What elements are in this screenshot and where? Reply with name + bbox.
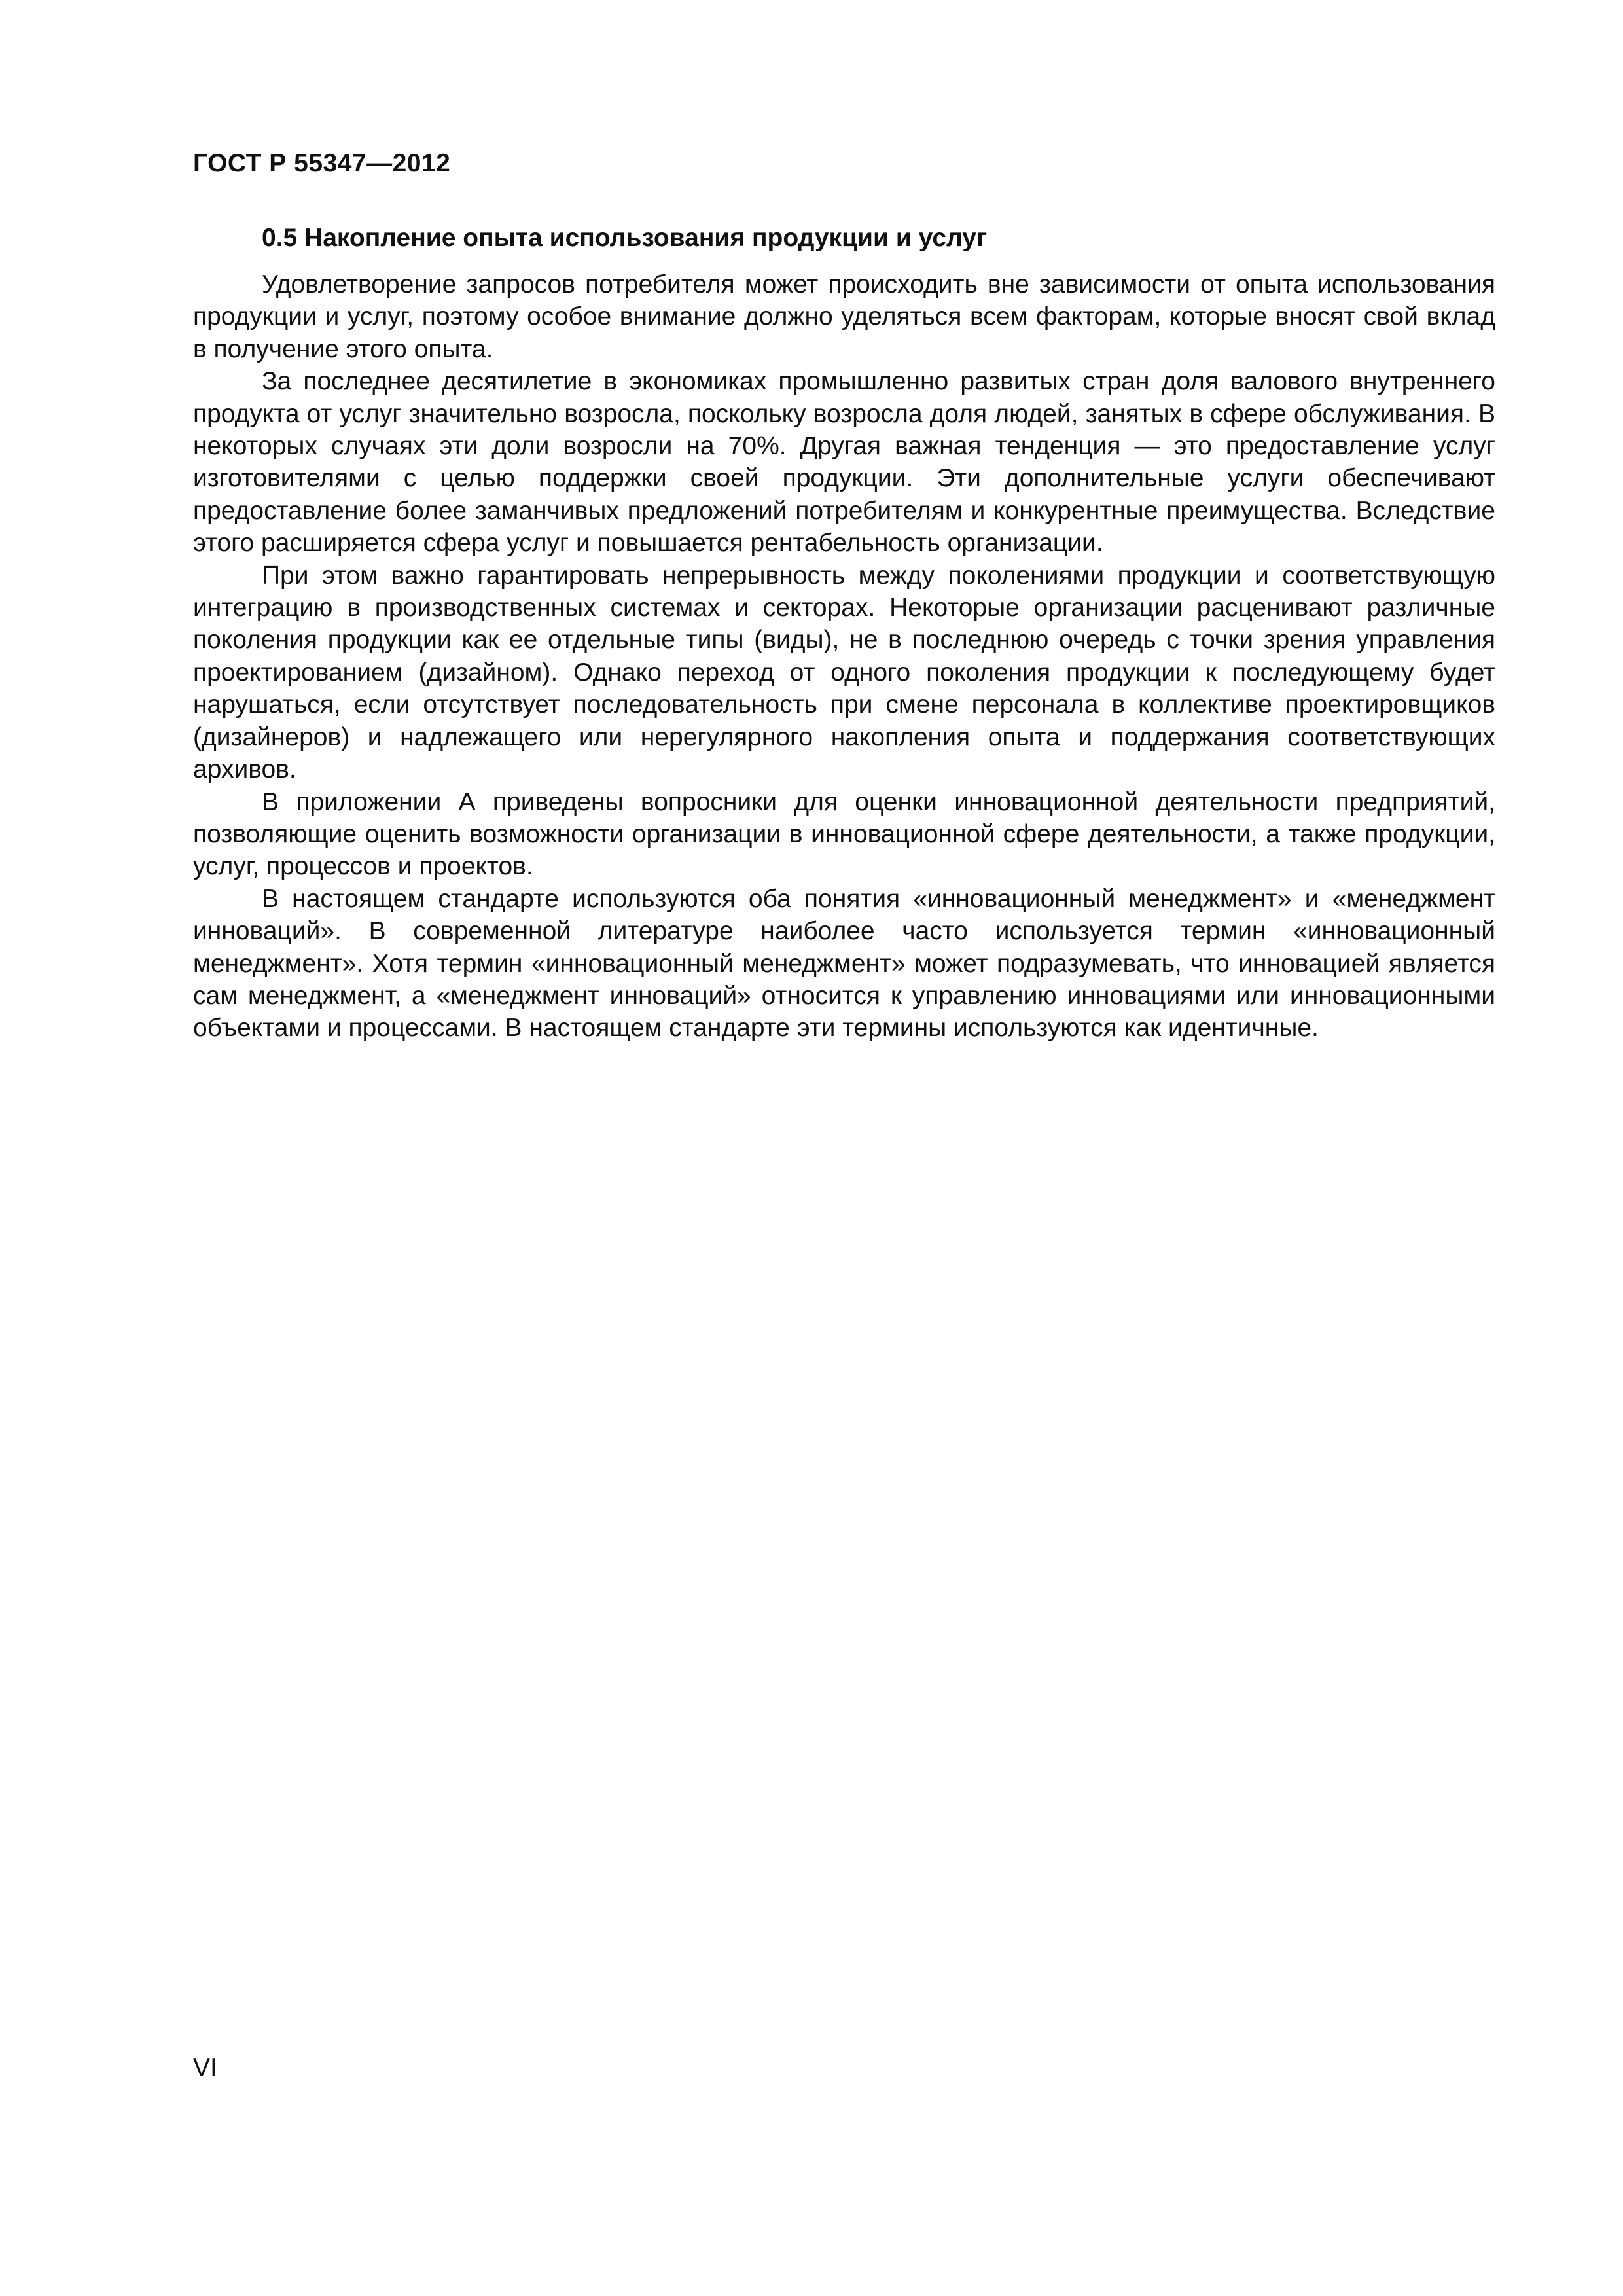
section-body [193,268,1495,1045]
section-title: 0.5 Накопление опыта использования продукции и услуг [262,224,988,252]
paragraph: За последнее десятилетие в экономиках промышленно развитых стран доля валового внутреннего продукта от услуг значительно возросла, поскольку возросла доля людей, занятых в сфере обслуживания. В некоторых случаях эти доли возросли на 70%. Другая важная тенденция — это предоставление услуг изготовителями с целью поддержки своей продукции. Эти дополнительные услуги обеспечивают предоставление более заманчивых предложений потребителям и конкурентные преимущества. Вследствие этого расширяется сфера услуг и повышается рентабельность организации. [193,367,1495,558]
document-header: ГОСТ Р 55347—2012 [193,149,451,177]
page-number: VI [193,2054,217,2082]
paragraph: Удовлетворение запросов потребителя может происходить вне зависимости от опыта использования продукции и услуг, поэтому особое внимание должно уделяться всем факторам, которые вносят свой вклад в получение этого опыта. [193,270,1495,363]
paragraph: При этом важно гарантировать непрерывность между поколениями продукции и соответствующую интеграцию в производственных системах и секторах. Некоторые организации расценивают различные поколения продукции как ее отдельные типы (виды), не в последнюю очередь с точки зрения управления проектированием (дизайном). Однако переход от одного поколения продукции к последующему будет нарушаться, если отсутствует последовательность при смене персонала в коллективе проектировщиков (дизайнеров) и надлежащего или нерегулярного накопления опыта и поддержания соответствующих архивов. [193,561,1495,784]
paragraph: В приложении А приведены вопросники для оценки инновационной деятельности предприятий, позволяющие оценить возможности организации в инновационной сфере деятельности, а также продукции, услуг, процессов и проектов. [193,787,1495,881]
paragraph: В настоящем стандарте используются оба понятия «инновационный менеджмент» и «менеджмент инноваций». В современной литературе наиболее часто используется термин «инновационный менеджмент». Хотя термин «инновационный менеджмент» может подразумевать, что инновацией является сам менеджмент, а «менеджмент инноваций» относится к управлению инновациями или инновационными объектами и процессами. В настоящем стандарте эти термины используются как идентичные. [193,884,1495,1043]
